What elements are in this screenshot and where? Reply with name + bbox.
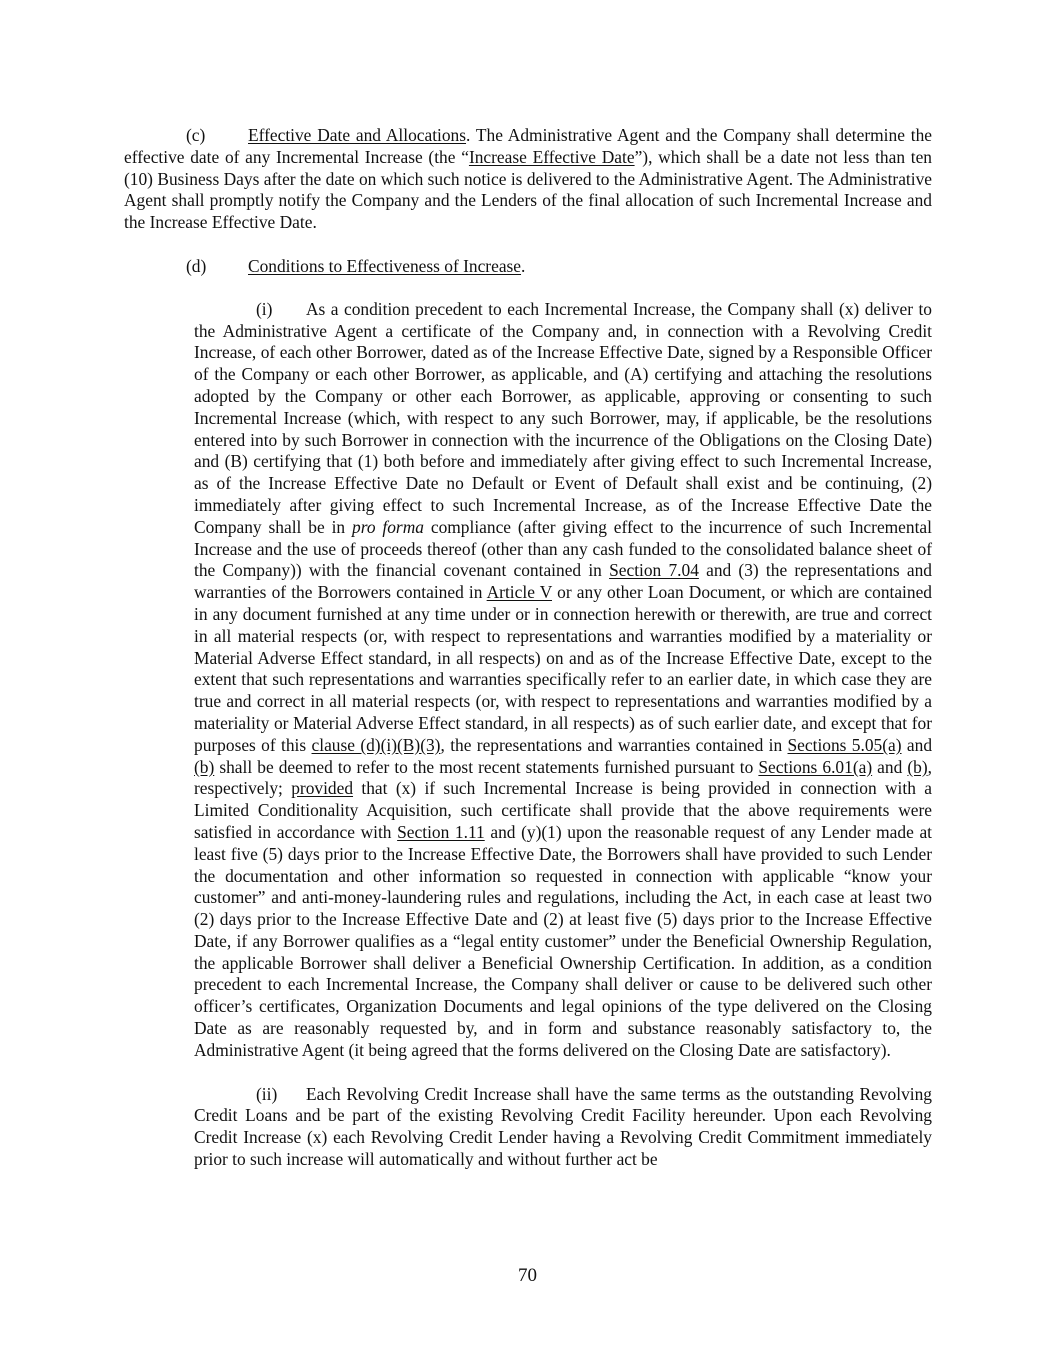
ref-6-01b: (b) bbox=[907, 756, 928, 777]
defined-term-increase-effective-date: Increase Effective Date bbox=[468, 146, 635, 167]
paragraph-c bbox=[124, 125, 932, 234]
ref-section-7-04: Section 7.04 bbox=[609, 560, 699, 581]
subparagraph-i-text-1: As a condition precedent to each Incremental Increase, the Company shall (x) deliver to the Administrative Agent a certificate of the Company and, in connection with a Revolving Credit Increase, of each other Borrower, dated as of the Increase Effective Date, signed by a Responsible Officer of the Company or each other Borrower, as applicable, and (A) certifying and attaching the resolutions adopted by the Company or other each Borrower, as applicable, approving or consenting to such Incremental Increase (which, with respect to any such Borrower, may, if applicable, be the resolutions entered into by such Borrower in connection with the incurrence of the Obligations on the Closing Date) and (B) certifying that (1) both before and immediately after giving effect to such Incremental Increase, as of the Increase Effective Date no Default or Event of Default shall exist and be continuing, (2) immediately after giving effect to such Incremental Increase, as of the Increase Effective Date the Company shall be in bbox=[194, 298, 932, 537]
ref-section-1-11: Section 1.11 bbox=[397, 821, 485, 842]
subparagraph-i-text-11: and (y)(1) upon the reasonable request of any Lender made at least five (5) days prior to the Increase Effective Date, the Borrowers shall have provided to such Lender the documentation and other information so requested in connection with applicable “know your customer” and anti-money-laundering rules and regulations, including the Act, in each case at least two (2) days prior to the Increase Effective Date and (2) at least five (5) days prior to the Increase Effective Date, if any Borrower qualifies as a “legal entity customer” under the Beneficial Ownership Regulation, the applicable Borrower shall deliver a Beneficial Ownership Certification. In addition, as a condition precedent to each Incremental Increase, the Company shall deliver or cause to be delivered such other officer’s certificates, Organization Documents and legal opinions of the type delivered on the Closing Date as are reasonably requested by, and in form and substance reasonably satisfactory to, the Administrative Agent (it being agreed that the forms delivered on the Closing Date are satisfactory). bbox=[194, 821, 932, 1060]
italic-pro-forma: pro forma bbox=[352, 516, 424, 537]
subparagraph-ii-label: (ii) bbox=[256, 1083, 278, 1104]
ref-article-v: Article V bbox=[486, 582, 552, 603]
paragraph-c-heading: Effective Date and Allocations bbox=[248, 125, 467, 145]
ref-5-05b: (b) bbox=[194, 756, 215, 777]
subparagraph-i bbox=[194, 299, 932, 1062]
subparagraph-i-text-8: and bbox=[872, 756, 908, 777]
paragraph-d bbox=[124, 256, 932, 278]
page-number: 70 bbox=[518, 1265, 537, 1286]
subparagraph-ii-text: Each Revolving Credit Increase shall have the same terms as the outstanding Revolving Credit Loans and be part of the existing Revolving Credit Facility hereunder. Upon each Revolving Credit Increase (x) each Revolving Credit Lender having a Revolving Credit Commitment immediately prior to such increase will automatically and without further act be bbox=[194, 1083, 932, 1170]
ref-sections-5-05a: Sections 5.05(a) bbox=[787, 734, 902, 755]
ref-sections-6-01a: Sections 6.01(a) bbox=[758, 756, 873, 777]
subparagraph-i-text-3: and (3) the representations and warranties of the Borrowers contained in bbox=[194, 560, 932, 603]
subparagraph-i-text-7: shall be deemed to refer to the most recent statements furnished pursuant to bbox=[214, 756, 759, 777]
paragraph-d-label: (d) bbox=[186, 255, 207, 276]
document-page bbox=[124, 125, 932, 1171]
paragraph-d-heading: Conditions to Effectiveness of Increase bbox=[248, 255, 522, 276]
subparagraph-ii bbox=[194, 1084, 932, 1171]
subparagraph-i-text-6: and bbox=[901, 734, 933, 755]
paragraph-c-text-2: ”), which shall be a date not less than ten (10) Business Days after the date on which such notice is delivered to the Administrative Agent. The Administrative Agent shall promptly notify the Company and the Lenders of the final allocation of such Incremental Increase and the Increase Effective Date. bbox=[124, 146, 932, 233]
paragraph-c-text-1: . The Administrative Agent and the Company shall determine the effective date of any Incremental Increase (the “ bbox=[124, 125, 932, 167]
term-provided: provided bbox=[291, 778, 354, 799]
subparagraph-i-text-9: , respectively; bbox=[194, 756, 932, 799]
subparagraph-i-text-2: compliance (after giving effect to the incurrence of such Incremental Increase and the use of proceeds thereof (other than any cash funded to the consolidated balance sheet of the Company)) with the financial covenant contained in bbox=[194, 516, 932, 581]
subparagraph-i-label: (i) bbox=[256, 298, 273, 319]
ref-clause-d-i-b-3: clause (d)(i)(B)(3) bbox=[311, 734, 441, 755]
paragraph-d-tail: . bbox=[521, 255, 526, 276]
subparagraph-i-text-10: that (x) if such Incremental Increase is being provided in connection with a Limited Conditionality Acquisition, such certificate shall provide that the above requirements were satisfied in accordance with bbox=[194, 778, 932, 842]
paragraph-c-label: (c) bbox=[186, 125, 206, 145]
subparagraph-i-text-4: or any other Loan Document, or which are contained in any document furnished at any time under or in connection herewith or therewith, are true and correct in all material respects (or, with respect to representations and warranties modified by a materiality or Material Adverse Effect standard, in all respects) on and as of the Increase Effective Date, except to the extent that such representations and warranties specifically refer to an earlier date, in which case they are true and correct in all material respects (or, with respect to representations and warranties modified by a materiality or Material Adverse Effect standard, in all respects) as of such earlier date, and except that for purposes of this bbox=[194, 582, 933, 755]
subparagraph-i-text-5: , the representations and warranties contained in bbox=[440, 734, 788, 755]
